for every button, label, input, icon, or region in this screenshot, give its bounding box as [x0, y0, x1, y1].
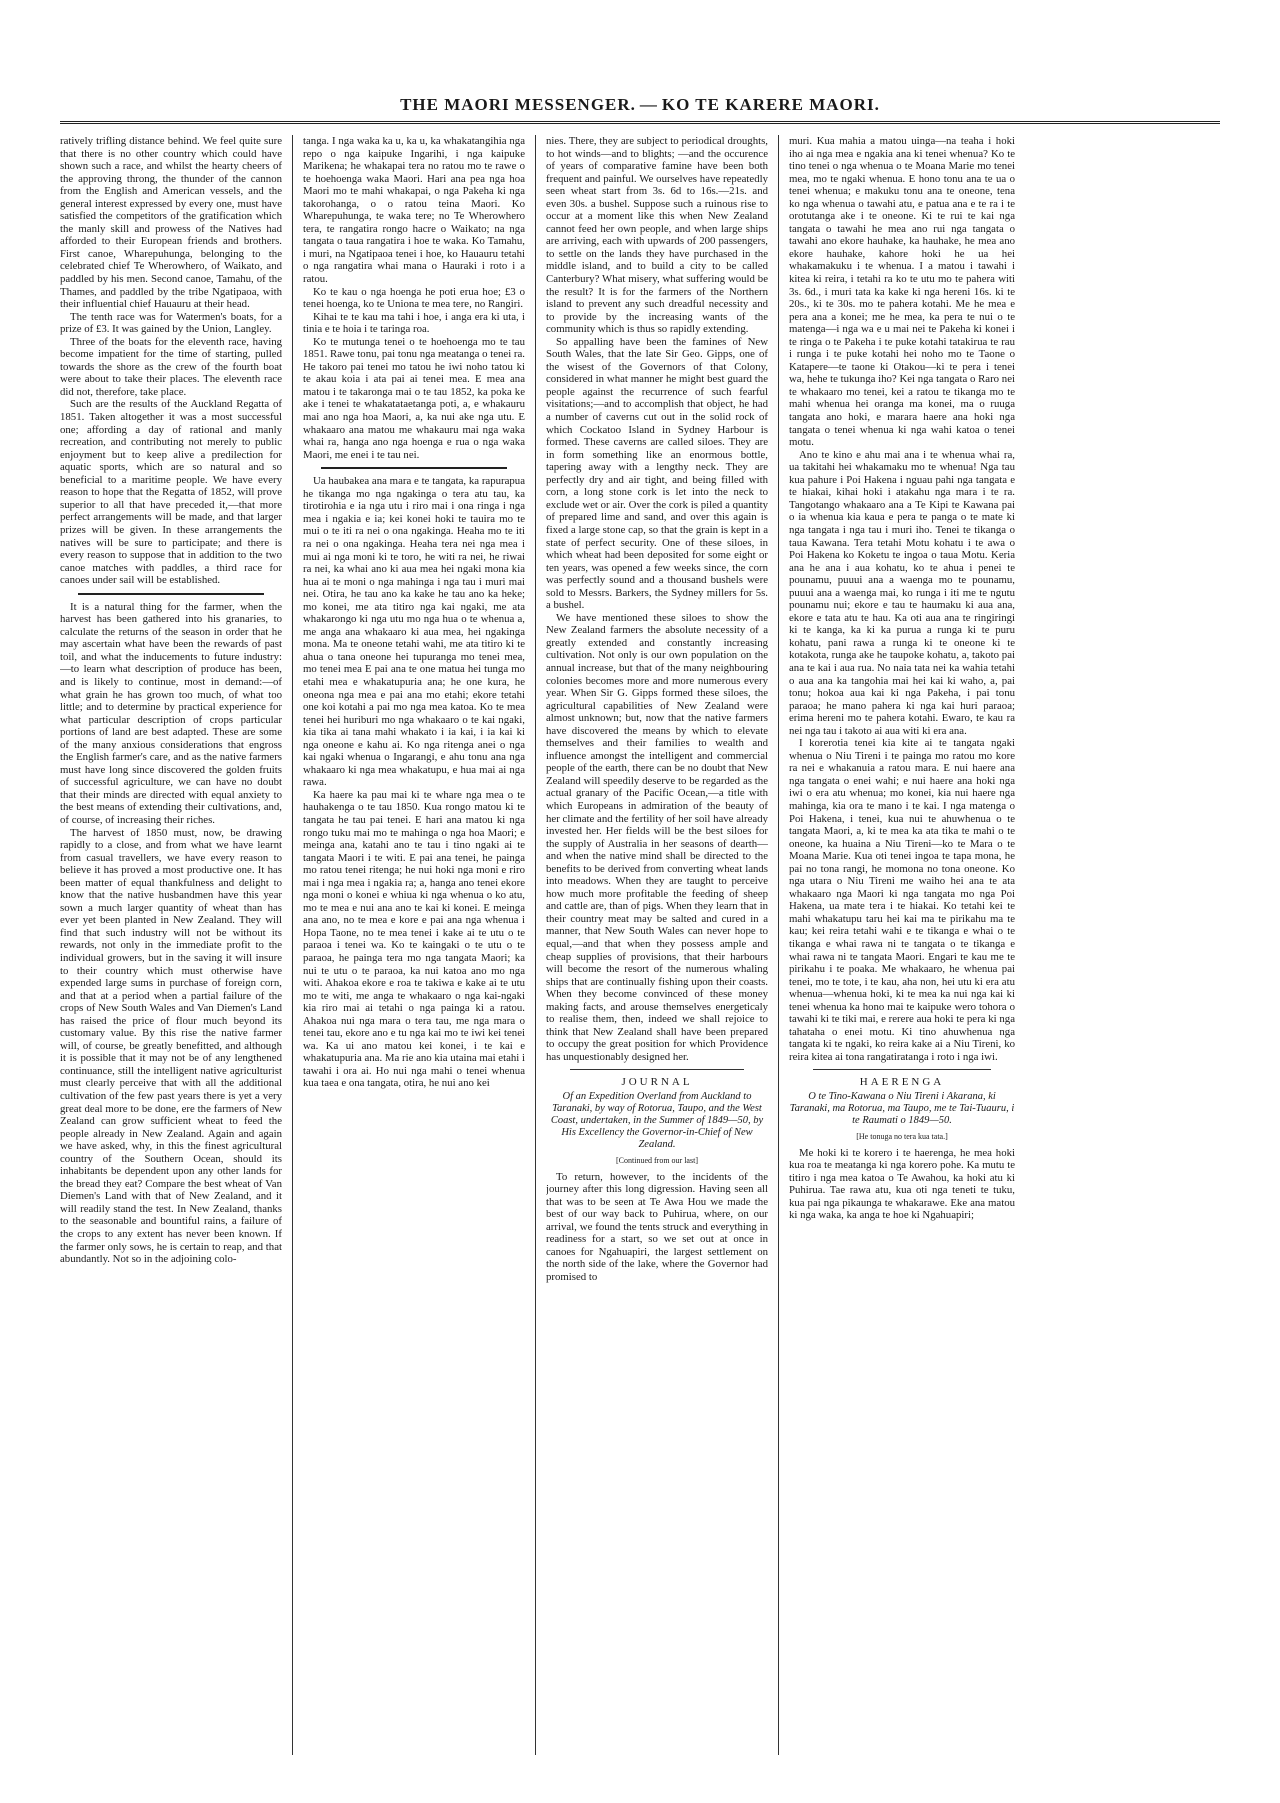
col2-paragraph: Ua haubakea ana mara e te tangata, ka rapurapua he tikanga mo nga ngakinga o tera atu tau, ka tirotirohia e ia nga utu i riro mai i ona ringa i nga mea i ngakia e ia; kei konei hoki te tauira mo te mui o te iti ra nei o ona ngakinga. Heaha mo te iti ra nei o ona ngakinga. Heaha tera nei nga mea i mui ai nga moni ki te toro, he witi ra nei, he riwai ra nei, ka whai ano ki aua mea hei ngaki mona kia hua ai te moni o nga mahinga i nga tau i muri mai nei. Otira, he tau ano ka kake he tau ano ka heke; mo konei, me ata titiro nga kai ngaki, me ata whakarongo ki nga utu mo nga hua o te whenua a, me anga ana whakaaro ki aua mea, hei ngakinga mona. Ma te oneone tetahi wahi, me ata titiro ki te ahua o tana oneone hei tupuranga mo tenei mea, mo tenei mea E pai ana te one matua hei tunga mo etahi mea e whakatupuria ana; he one kura, he oneona nga mea e pai ana mo etahi; ekore tetahi one koi kotahi a pai mo nga mea katoa. Ko te mea tenei hei huriburi mo nga whakaaro o te kai ngaki, kia tika ai tana mahi whakato i ia kai, i ia kai ki nga oneone e kahu ai. Ko nga ritenga anei o nga kai ngaki whenua o Ingarangi, e ahu tonu ana nga whakaaro ki nga mea whakatupu, e hua mai ai nga rawa.: [303, 475, 525, 789]
article-divider: [813, 1069, 991, 1070]
col4-paragraph: muri. Kua mahia a matou uinga—na teaha i hoki iho ai nga mea e ngakia ana ki tenei whenua? Ko te tino tenei o nga whenua o te Moana Marie mo tenei mea, mo te ngaki whenua. E hono tonu ana te ua o tenei whenua; e makuku tonu ana te oneone, tena ko nga whenua o tawahi atu, e patua ana e te ra i te orotutanga ake i te oneone. Ki te rui te kai nga tangata o tawahi he mea ano rui nga tangata o tawahi ano ekore hauhake, ka hauhake, he mea ano ekore hauhake, kahore hoki he ua hei whakamakuku i te whenua. I a matou i tawahi i kitea ki reira, i tetahi ra ko te utu mo te pahera witi 3s. 6d., i muri tata ka kake ki nga hereni 16s. ki te 20s., ki te 30s. mo te pahera kotahi. Me he mea e pera ana a konei; me he mea, ka pera te nui o te matenga—i nga wa e u mai nei te Pakeha ki konei i te ringa o te Pakeha i te puke kotahi tatakirua te rau i runga i te puke kotahi hei noho mo te Taone o Katapere—te taone ki Otakou—ki te pera i tenei wa, hehe te tukunga iho? Kei nga tangata o Raro nei te whakaaro mo tenei, kei a ratou te tikanga mo te mahi whenua hei oranga ma konei, ma o ruuga tangata ano hoki, e marara haere ana hoki nga tangata o tenei whenua ki nga wahi katoa o tenei motu.: [789, 135, 1015, 449]
haerenga-subtitle: O te Tino-Kawana o Niu Tireni i Akarana, ki Taranaki, ma Rotorua, ma Taupo, me te Tai-Tuauru, i te Raumati o 1849—50.: [789, 1091, 1015, 1127]
journal-heading: JOURNAL: [621, 1076, 693, 1089]
article-divider: [570, 1069, 744, 1070]
column-rule: [778, 135, 779, 1755]
col1-paragraph: Such are the results of the Auckland Regatta of 1851. Taken altogether it was a most successful one; affording a day of rational and manly recreation, and contributing not merely to public enjoyment but to keep alive a predilection for aquatic sports, which are so natural and so beneficial to a maritime people. We have every reason to hope that the Regatta of 1852, will prove superior to all that have preceded it,—that more perfect arrangements will be made, and that larger prizes will be given. In these arrangements the natives will be sure to participate; and there is every reason to suppose that in addition to the two canoe matches with paddles, a third race for canoes under sail will be established.: [60, 398, 282, 587]
journal-text: To return, however, to the incidents of the journey after this long digression. Having seen all that was to be seen at Te Awa Hou we made the best of our way back to Puhirua, where, on our arrival, we found the tents struck and everything in readiness for a start, so we set out at once in canoes for Ngahuapiri, the largest settlement on the north side of the lake, where the Governor had promised to: [546, 1170, 768, 1283]
masthead-maori: KO TE KARERE MAORI.: [661, 95, 880, 114]
col1-paragraph: ratively trifling distance behind. We feel quite sure that there is no other country which could have shown such a race, and whilst the hearty cheers of the approving throng, the thunder of the cannon from the English and American vessels, and the general interest expressed by every one, must have satisfied the competitors of the gratification which the manly skill and prowess of the Natives had afforded to their European friends and brothers. First canoe, Wharepuhunga, belonging to the celebrated chief Te Wherowhero, of Waikato, and paddled by his men. Second canoe, Tamahu, of the Thames, and paddled by the tribe Ngatipaoa, with their influential chief Hauauru at their head.: [60, 135, 282, 311]
col1-paragraph: Three of the boats for the eleventh race, having become impatient for the time of starting, pulled towards the shore as the crew of the fourth boat were about to take their places. The eleventh race did not, therefore, take place.: [60, 335, 282, 398]
column-2: [303, 135, 525, 1755]
col4-paragraph: I korerotia tenei kia kite ai te tangata ngaki whenua o Niu Tireni i te painga mo ratou mo kore ra nei e whakanuia a ratou mara. E nui haere ana nga tangata o enei wahi; e nui haere ana hoki nga iwi o era atu whenua; mo konei, kia nui haere nga mahinga, kia ora te mano i te kai. I nga matenga o Poi Hakena, i tenei, kua nui te ahuwhenua o te tangata Maori, a, ki te mea ka ata tika te mahi o te oneone, ka huaina a Niu Tireni—ko te Mara o te Moana Marie. Kua oti tenei ingoa te tapa mona, he pai no tona rangi, he momona no tona oneone. Ko nga utara o Niu Tireni me waiho hei ana te ata whakaaro nga Maori ki nga tangata mo nga Poi Hakena, ua mate tera i te hiakai. Ko tetahi kei te mahi whakatupu taru hei kai ma te pirikahu ma te kau; kei reira tetahi wahi e te tikanga e whai o te tikanga e whai rawa ni te tangata o te tikanga e whai rawa ni te tangata Maori. Engari te kau me te pirikahu i te poaka. Me whakaaro, he whenua pai tenei, mo te tote, i te kau, aha non, hei utu ki era atu whenua—whenua hoki, ki te mea ka nui nga kai ki tenei whenua ka hono mai te kaipuke wero tohora o tawahi ki te tiki mai, e rerere aua hoki te pera ki nga tahataha o enei motu. Ki tino ahuwhenua nga tangata ki te ngaki, ko reira kake ai a Niu Tireni, ko reira kitea ai tona rangatiratanga i roto i nga iwi.: [789, 737, 1015, 1063]
col4-paragraph: Ano te kino e ahu mai ana i te whenua whai ra, ua takitahi hei whakamaku mo te whenua! Nga tau kua pahure i Poi Hakena i nguau pahi nga tangata e te hiakai, kihai hoki i atakahu nga mara i te ra. Tangotango whakaaro ana a Te Kipi te Kawana pai o ia whenua kia kaua e pera te panga o te mate ki nga tangata i nga tau i muri iho. Tenei te tikanga o taua Kawana. Tera tetahi Motu kohatu i te awa o Poi Hakena ko Koketu te ingoa o taua Motu. Keria ana he ana i aua kohatu, ko te ahua i penei te pounamu, puuui ana a waenga mo te pounamu, puuui ana a waenga mai, ko runga i iti me te ngutu pounamu nui; ekore e tau te haumaku ki aua ana, ekore e tata atu te hau. Ka oti aua ana te ringiringi ki te kanga, ka ki ka purua a runga ki te puru kohatu, pani rawa a runga ki te oneone ki te kotakota, runga ake he taupoke kohatu, a, takoto pai ana te kai i aua rua. No naia tata nei ka wahia tetahi o aua ana ka tangohia mai hei kai ki waho, a, pai tonu; hokoa aua kai ki nga Pakeha, i pai tonu paraoa; he mano pahera ki nga kai huri paraoa; erima hereni mo te pahera kotahi. Ewaro, te kau ra nei nga tau i takoto ai aua witi ki era ana.: [789, 448, 1015, 737]
article-divider: [78, 593, 264, 595]
col2-paragraph: Ko te mutunga tenei o te hoehoenga mo te tau 1851. Rawe tonu, pai tonu nga meatanga o tenei ra. He takoro pai tenei mo tatou he iwi noho tatou ki te akau koia i ata pai ai tenei mea. E mea ana matou i te takaronga mai o te tau 1852, ka poka ke ake i tenei te whakatataetanga poti, a, e whakauru mai ano nga hoa Maori, a, ka nui ake nga utu. E whakaaro ana matou me whakauru mai nga waka whai ra, hanga ano nga hoenga e rua o nga waka Maori, me enei i te tau nei.: [303, 335, 525, 461]
col3-paragraph: We have mentioned these siloes to show the New Zealand farmers the absolute necessity of a greatly extended and constantly increasing cultivation. Not only is our own population on the annual increase, but that of the many neighbouring colonies becomes more and more numerous every year. When Sir G. Gipps formed these siloes, the agricultural capabilities of New Zealand were almost unknown; but, now that the native farmers have discovered the means by which to elevate themselves and their families to wealth and influence amongst the intelligent and commercial people of the earth, there can be no doubt that New Zealand will speedily deserve to be regarded as the actual granary of the Pacific Ocean,—a title with which Europeans in admiration of the beauty of her climate and the fertility of her soil have already invested her. Her fields will be the best siloes for the supply of Australia in her seasons of dearth—and when the native mind shall be directed to the benefits to be derived from converting wheat lands into meadows. When they are taught to perceive how much more profitable the feeding of sheep and cattle are, than of pigs. When they learn that in their country meat may be salted and cured in a manner, that New South Wales can never hope to equal,—and that when they possess ample and cheap supplies of provisions, that their harbours will become the resort of the numerous whaling ships that are continually fishing upon their coasts. When they become convinced of these money making facts, and arouse themselves energeticaly to realise them, then, indeed we shall rejoice to think that New Zealand shall have been prepared to occupy the great position for which Providence has unquestionably designed her.: [546, 611, 768, 1063]
haerenga-note: [He tonuga no tera kua tata.]: [856, 1132, 948, 1142]
haerenga-heading: HAERENGA: [859, 1076, 945, 1089]
column-3: [546, 135, 768, 1755]
masthead-rule: [60, 121, 1220, 124]
col3-paragraph: nies. There, they are subject to periodical droughts, to hot winds—and to blights; —and the occurence of years of comparative famine have been both frequent and painful. We ourselves have repeatedly seen wheat start from 3s. 6d to 16s.—21s. and even 30s. a bushel. Suppose such a ruinous rise to occur at a moment like this when New Zealand cannot feed her own people, and when large ships are arriving, each with upwards of 200 passengers, to settle on the lands they have purchased in the middle island, and to build a city to be called Canterbury? What misery, what suffering would be the result? It is for the farmers of the Northern island to prevent any such dreadful necessity and to provide by the increasing wants of the community which is thus so rapidly extending.: [546, 135, 768, 336]
masthead-separator: —: [639, 95, 658, 114]
column-4: [789, 135, 1015, 1755]
col2-paragraph: Ka haere ka pau mai ki te whare nga mea o te hauhakenga o te tau 1850. Kua rongo matou ki te tangata he tau pai tenei. E hari ana matou ki nga rongo tuku mai mo te mahinga o nga hoa Maori; e meinga ana, katahi ano te tau i tino ngaki ai te tangata Maori i te witi. E pai ana tenei, he painga mo ratou tenei ritenga; he nui hoki nga moni e riro mai i nga mea i ngakia ra; a, hanga ano tenei ekore nga moni o konei e whiua ki nga whenua o ko atu, mo te mea e nui ana ano te kai ki konei. E meinga ana ano, no te mea e kore e pai ana nga whenua i Hopa Taone, no te mea tenei i kake ai te utu o te paraoa i tenei wa. Ko te kaingaki o te utu o te paraoa, he painga tera mo nga tangata Maori; ka nui te utu o te paraoa, ka nui katoa ano mo nga witi. Ahakoa ekore e roa te takiwa e kake ai te utu mo te witi, me anga te whakaaro o nga kai-ngaki kia riro mai ai tetahi o nga painga ki a ratou. Ahakoa nui nga mara o tera tau, me nga mara o tenei tau, ekore ano e tu nga kai mo te iwi kei tenei wa. Ka ui ano matou kei konei, i te kai e whakatupuria ana. Ma rie ano kia utaina mai etahi i tawahi i ora ai. Ho nui nga mahi o tenei whenua kua taea e ona tangata, otira, he nui ano kei: [303, 788, 525, 1090]
col3-paragraph: So appalling have been the famines of New South Wales, that the late Sir Geo. Gipps, one of the wisest of the Governors of that Colony, considered in what manner he might best guard the people against the recurrence of such fearful visitations;—and to accomplish that object, he had a number of caverns cut out in the solid rock of which Cockatoo Island in Sydney Harbour is formed. These caverns are called siloes. They are in form something like an enormous bottle, tapering away with a lengthy neck. They are perfectly dry and air tight, and being filled with corn, a long stone cork is let into the neck to exclude wet or air. Over the cork is piled a quantity of prepared lime and sand, and over this again is fixed a large stone cap, so that the grain is kept in a state of perfect security. One of these siloes, in which wheat had been deposited for some eight or ten years, was opened a few weeks since, the corn was perfectly sound and a thousand bushels were sold to Messrs. Barkers, the Sydney millers for 5s. a bushel.: [546, 335, 768, 612]
col2-paragraph: Kihai te te kau ma tahi i hoe, i anga era ki uta, i tinia e te hoia i te taringa roa.: [303, 310, 525, 336]
column-1: [60, 135, 282, 1755]
haerenga-text: Me hoki ki te korero i te haerenga, he mea hoki kua roa te meatanga ki nga korero pohe. Ka mutu te titiro i nga mea katoa o Te Awahou, ka hoki atu ki Puhirua. Tae rawa atu, kua oti nga teneti te tuku, kua pai nga pikaunga te whakarawe. Eke ana matou ki nga waka, ka anga te hoe ki Ngahuapiri;: [789, 1146, 1015, 1222]
col2-paragraph: tanga. I nga waka ka u, ka u, ka whakatangihia nga repo o nga kaipuke Ingarihi, i nga kaipuke Marikena; he whakapai tera no ratou mo te rawe o te hoehoenga waka Maori. Hari ana pea nga hoa Maori mo te mahi whakapai, o nga Pakeha ki nga takorohanga, o o ratou teina Maori. Ko Wharepuhunga, te waka tere; no Te Wherowhero tera, te rangatira rongo hacre o Waikato; na nga tangata o taua rangatira i hoe te waka. Ko Tamahu, i muri, na Ngatipaoa tenei i hoe, ko Hauauru tetahi o nga rangatira whai mana o Hauraki i roto i a ratou.: [303, 135, 525, 286]
newspaper-page: [60, 95, 1220, 1755]
column-rule: [535, 135, 536, 1755]
col1-paragraph: The tenth race was for Watermen's boats, for a prize of £3. It was gained by the Union, Langley.: [60, 310, 282, 336]
journal-subtitle: Of an Expedition Overland from Auckland to Taranaki, by way of Rotorua, Taupo, and the West Coast, undertaken, in the Summer of 1849—50, by His Excellency the Governor-in-Chief of New Zealand.: [550, 1091, 764, 1151]
col1-paragraph: It is a natural thing for the farmer, when the harvest has been gathered into his granaries, to calculate the returns of the season in order that he may ascertain what have been the rewards of past toil, and what the inducements to future industry:—to learn what description of produce has been, and is likely to continue, most in demand:—of what grain he has grown too much, of what too little; and to determine by practical experience for what particular description of crops particular portions of land are best adapted. These are some of the many anxious considerations that engross the English farmer's care, and as the native farmers must have long since discovered the golden fruits of successful agriculture, we can have no doubt that their minds are directed with equal anxiety to the best means of extending their cultivations, and, of course, of increasing their riches.: [60, 600, 282, 826]
article-divider: [321, 467, 507, 469]
masthead-english: THE MAORI MESSENGER.: [400, 95, 636, 114]
col1-paragraph: The harvest of 1850 must, now, be drawing rapidly to a close, and from what we have learnt from casual travellers, we have every reason to believe it has proved a most productive one. It has been matter of equal thankfulness and delight to know that the native husbandmen have this year sown a much larger quantity of wheat than has ever yet been planted in New Zealand. They will find that such industry will not be without its rewards, not only in the immediate profit to the individual growers, but in the saving it will insure to their country which must otherwise have expended large sums in purchase of foreign corn, and that at a period when a partial failure of the crops of New South Wales and Van Diemen's Land has raised the price of flour much beyond its customary value. By this rise the native farmer will, of course, be greatly benefitted, and although it is possible that it may not be of any lengthened continuance, still the intelligent native agriculturist must clearly perceive that with all the additional cultivation of the few past years there is yet a very great deal more to be done, ere the farmers of New Zealand can grow sufficient wheat to feed the people already in New Zealand. Again and again we have asked, why, in this the finest agricultural country of the Southern Ocean, should its inhabitants be dependent upon any other lands for the bread they eat? Compare the best wheat of Van Diemen's Land with that of New Zealand, and it will readily stand the test. In New Zealand, thanks to the seasonable and bountiful rains, a failure of the crops to any extent has never been known. If the farmer only sows, he is certain to reap, and that abundantly. Not so in the adjoining colo-: [60, 826, 282, 1266]
col2-paragraph: Ko te kau o nga hoenga he poti erua hoe; £3 o tenei hoenga, ko te Uniona te mea tere, no Rangiri.: [303, 285, 525, 311]
journal-note: [Continued from our last]: [616, 1156, 698, 1166]
column-rule: [292, 135, 293, 1755]
masthead: [60, 95, 1220, 115]
